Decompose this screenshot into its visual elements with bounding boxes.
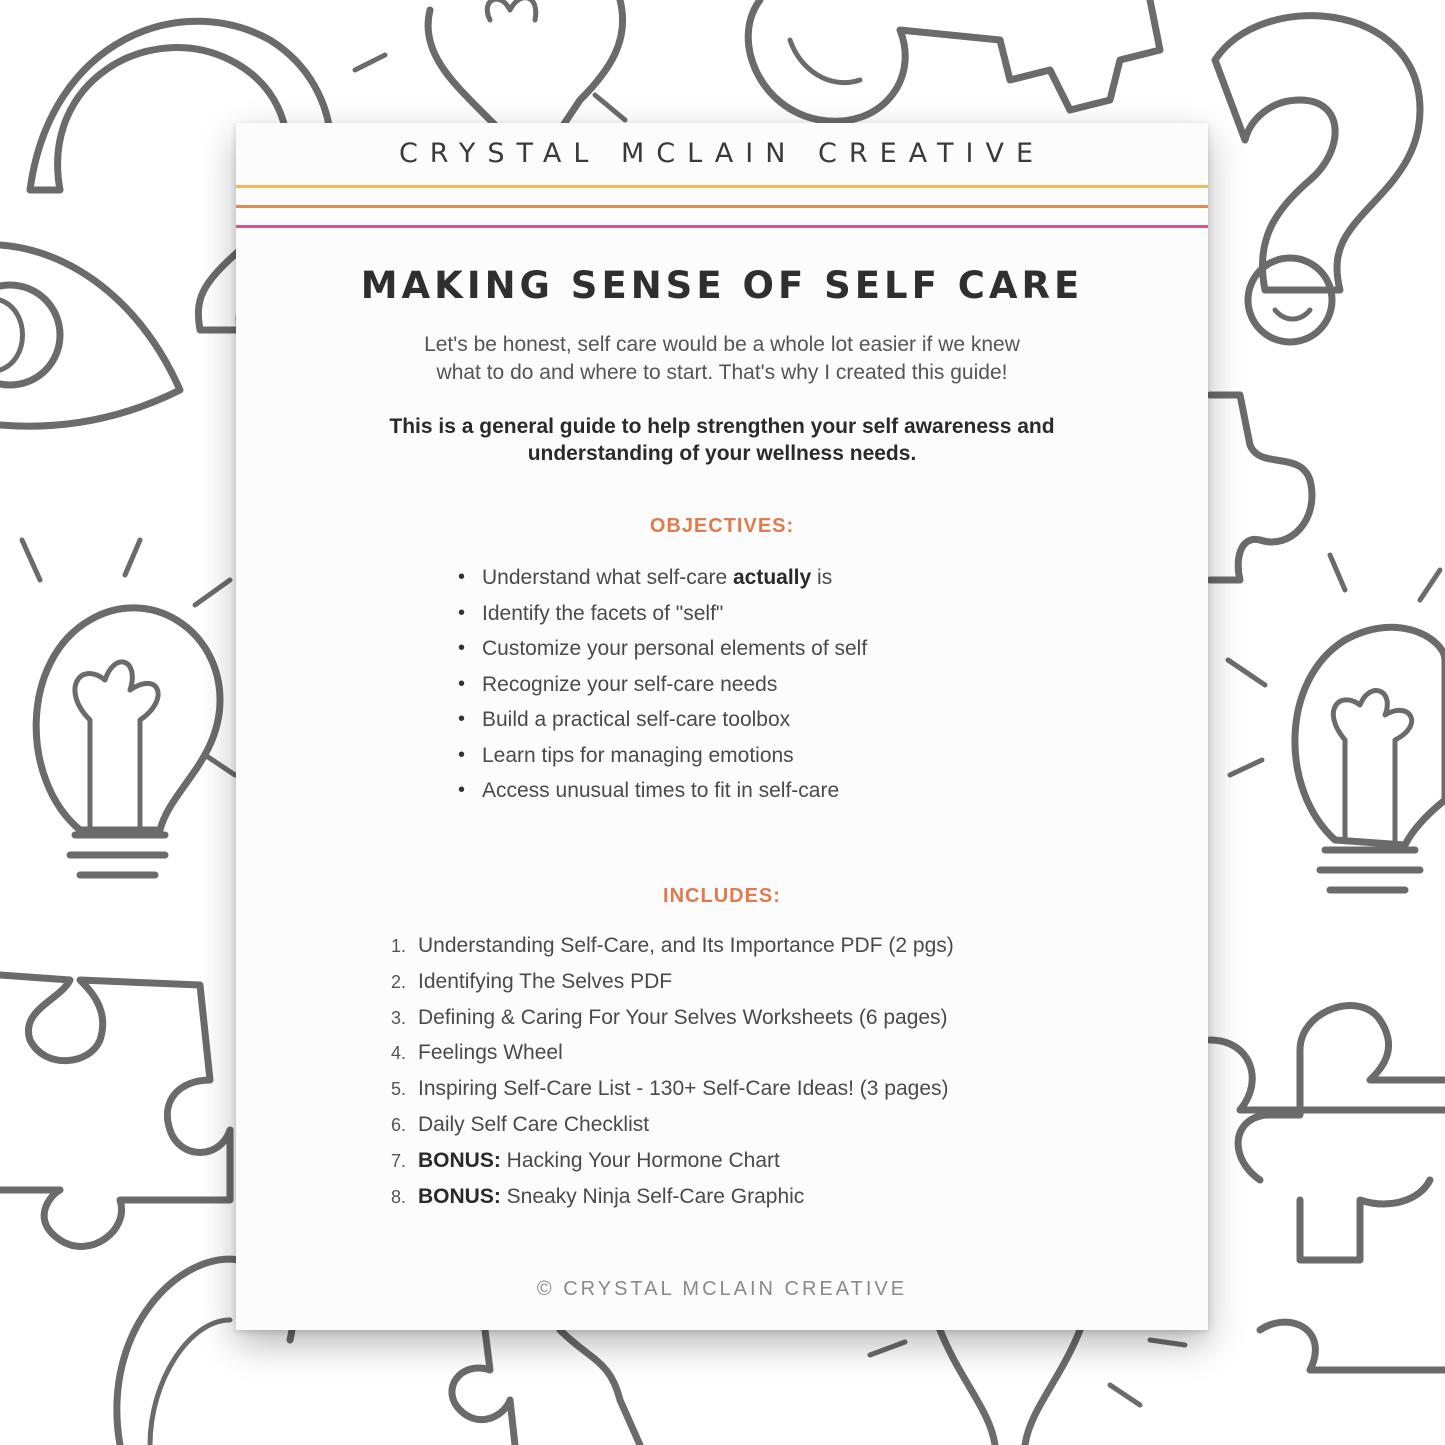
objective-item: • Recognize your self-care needs [458, 667, 867, 703]
include-item: 2. Identifying The Selves PDF [391, 969, 673, 993]
guide-summary [316, 413, 1128, 467]
include-item: 4. Feelings Wheel [391, 1041, 563, 1065]
includes-heading: INCLUDES: [663, 885, 781, 907]
objective-item: • Learn tips for managing emotions [458, 738, 867, 774]
puzzle-piece-icon [452, 1322, 1445, 1445]
include-item: 8. BONUS: Sneaky Ninja Self-Care Graphic [391, 1184, 805, 1208]
lightbulb-icon [1228, 555, 1445, 890]
rule-bottom [236, 225, 1208, 228]
include-item: 5. Inspiring Self-Care List - 130+ Self-Care Ideas! (3 pages) [391, 1077, 949, 1101]
objective-item: • Access unusual times to fit in self-care [458, 773, 867, 809]
rule-top [236, 185, 1208, 188]
include-item: 3. Defining & Caring For Your Selves Worksheets (6 pages) [391, 1005, 948, 1029]
rule-middle [236, 205, 1208, 208]
puzzle-piece-icon [0, 975, 230, 1246]
lightbulb-icon [355, 0, 625, 130]
objective-item: • Customize your personal elements of self [458, 631, 867, 667]
objective-item: • Understand what self-care actually is [458, 560, 867, 596]
include-item: 7. BONUS: Hacking Your Hormone Chart [391, 1148, 780, 1172]
key-icon [748, 0, 1160, 121]
document-page [236, 123, 1208, 1330]
include-item: 1. Understanding Self-Care, and Its Importance PDF (2 pgs) [391, 934, 954, 957]
intro-line: Let's be honest, self care would be a whole lot easier if we knew [424, 333, 1020, 356]
includes-list [391, 928, 954, 1214]
puzzle-piece-icon [1210, 395, 1312, 580]
intro-line: what to do and where to start. That's why I created this guide! [436, 361, 1008, 384]
summary-line: understanding of your wellness needs. [527, 442, 917, 465]
page-title: MAKING SENSE OF SELF CARE [360, 264, 1084, 307]
include-item: 6. Daily Self Care Checklist [391, 1112, 650, 1136]
brand-header: CRYSTAL MCLAIN CREATIVE [398, 138, 1046, 169]
objectives-list [458, 560, 867, 809]
question-mark-icon [1215, 16, 1420, 342]
copyright-footer: © CRYSTAL MCLAIN CREATIVE [536, 1278, 908, 1300]
objective-item: • Identify the facets of "self" [458, 596, 867, 632]
objective-item: • Build a practical self-care toolbox [458, 702, 867, 738]
objectives-heading: OBJECTIVES: [649, 515, 795, 537]
intro-paragraph [336, 331, 1108, 387]
lightbulb-icon [22, 540, 235, 875]
summary-line: This is a general guide to help strengthen your self awareness and [389, 415, 1055, 438]
lightbulb-icon [870, 1330, 1185, 1445]
eye-icon [0, 245, 180, 426]
puzzle-piece-icon [1210, 1006, 1445, 1260]
